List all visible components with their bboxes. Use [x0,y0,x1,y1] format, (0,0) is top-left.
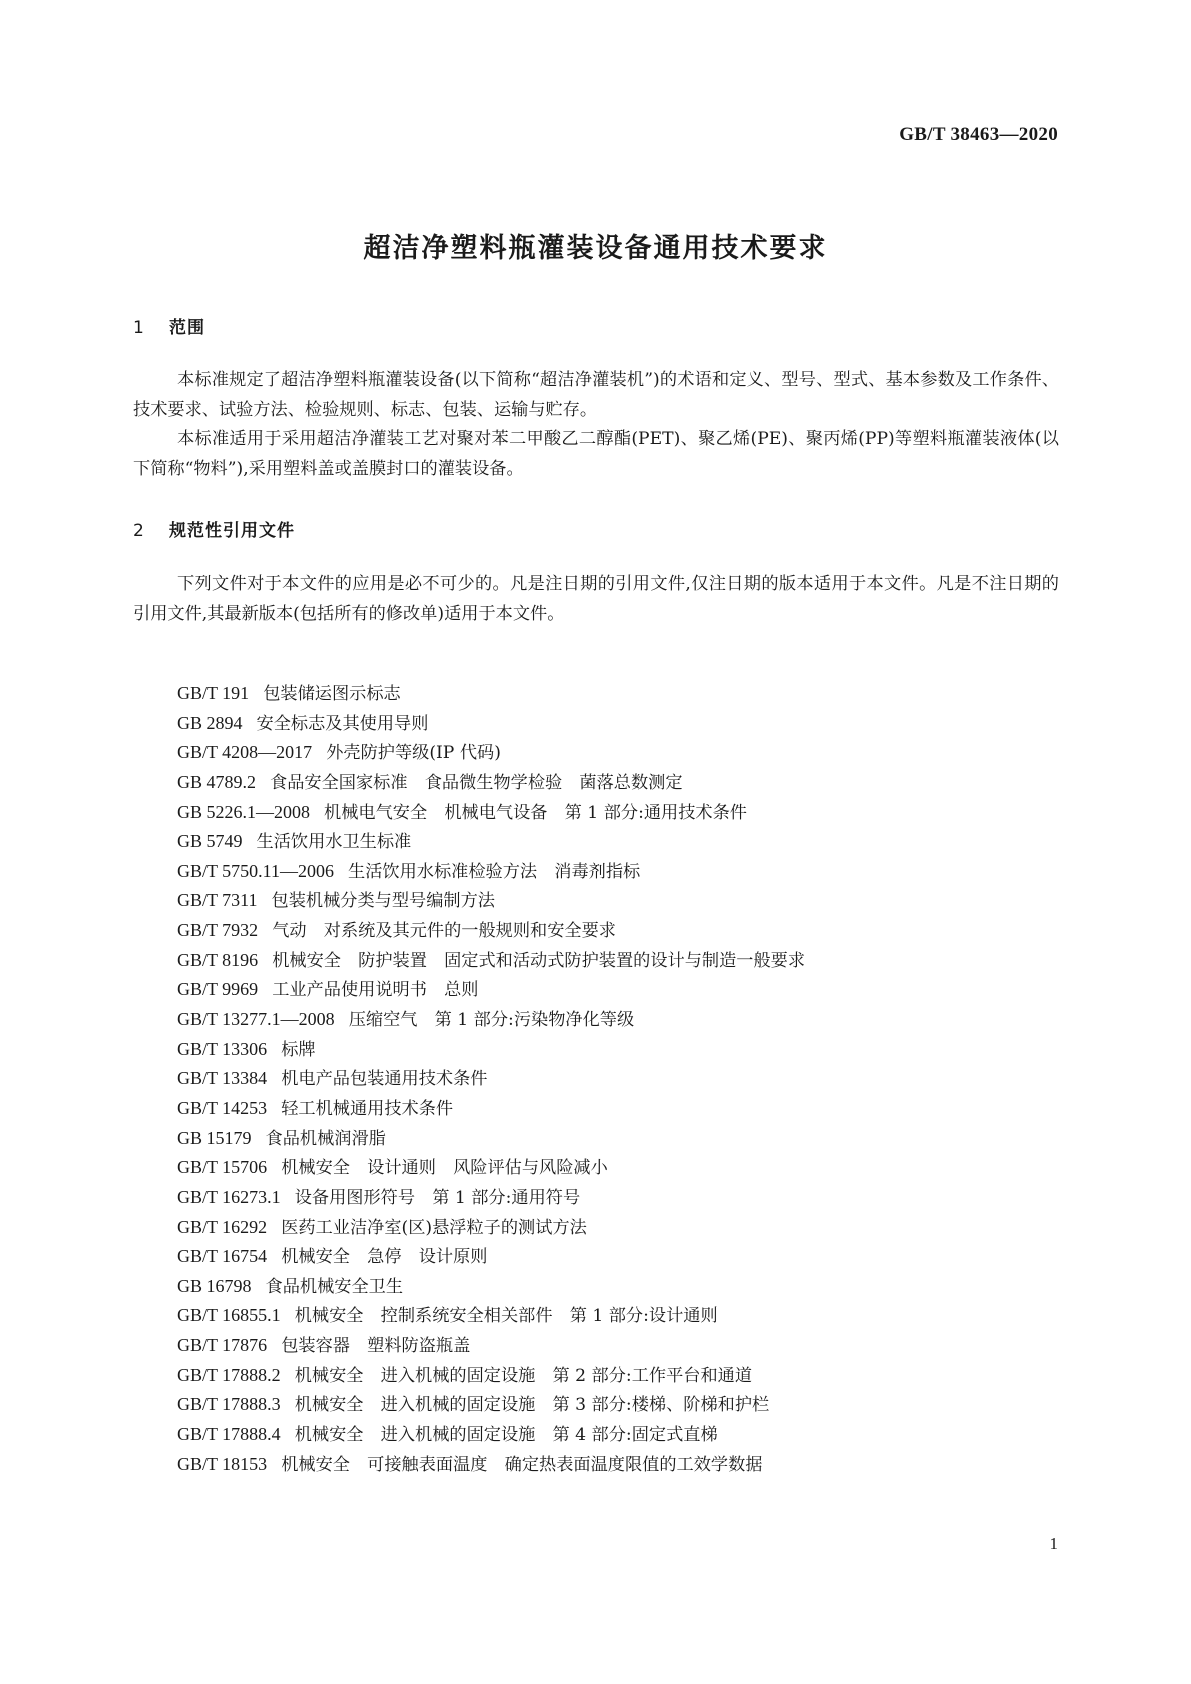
reference-item [177,1213,805,1243]
reference-item [177,679,805,709]
reference-title: 医药工业洁净室(区)悬浮粒子的测试方法 [281,1217,587,1238]
reference-item [177,1361,805,1391]
reference-title: 气动 对系统及其元件的一般规则和安全要求 [272,921,616,942]
reference-item [177,1390,805,1420]
reference-code: GB/T 16754 [177,1246,268,1267]
reference-code: GB/T 7932 [177,920,259,941]
reference-title: 机械安全 控制系统安全相关部件 第 1 部分:设计通则 [294,1306,718,1327]
reference-title: 机械安全 进入机械的固定设施 第 3 部分:楼梯、阶梯和护栏 [294,1395,770,1416]
reference-code: GB 4789.2 [177,771,257,792]
reference-title: 包装储运图示标志 [263,684,401,704]
document-title: 超洁净塑料瓶灌装设备通用技术要求 [363,233,828,264]
reference-item [177,1153,805,1183]
reference-title: 机械电气安全 机械电气设备 第 1 部分:通用技术条件 [324,802,747,823]
reference-item [177,1005,805,1035]
reference-item [177,1450,805,1480]
reference-item [177,768,805,798]
reference-title: 生活饮用水标准检验方法 消毒剂指标 [348,861,641,882]
reference-item [177,1064,805,1094]
reference-item [177,1272,805,1302]
reference-item [177,1242,805,1272]
reference-code: GB/T 13306 [177,1038,268,1059]
reference-code: GB/T 4208—2017 [177,742,313,763]
reference-title: 食品安全国家标准 食品微生物学检验 菌落总数测定 [270,772,683,793]
references-intro: 下列文件对于本文件的应用是必不可少的。凡是注日期的引用文件,仅注日期的版本适用于本文件。凡是不注日期的引用文件,其最新版本(包括所有的修改单)适用于本文件。 [133,574,1059,624]
reference-item [177,1183,805,1213]
reference-title: 生活饮用水卫生标准 [256,832,412,853]
reference-code: GB/T 7311 [177,890,258,911]
reference-title: 包装容器 塑料防盗瓶盖 [281,1336,471,1357]
reference-code: GB/T 8196 [177,949,259,970]
reference-title: 标牌 [281,1039,316,1060]
reference-code: GB/T 15706 [177,1157,268,1178]
reference-item [177,709,805,739]
reference-code: GB/T 13384 [177,1068,268,1089]
reference-title: 安全标志及其使用导则 [256,713,429,734]
section-2-number: 2 [133,521,145,541]
reference-code: GB/T 191 [177,683,250,703]
reference-title: 设备用图形符号 第 1 部分:通用符号 [294,1187,581,1208]
section-2-title: 规范性引用文件 [169,521,295,541]
section-2-heading [133,516,295,541]
reference-code: GB/T 17888.2 [177,1364,281,1385]
reference-code: GB/T 16855.1 [177,1305,281,1326]
reference-code: GB/T 9969 [177,979,259,1000]
reference-code: GB/T 17888.4 [177,1424,281,1445]
reference-title: 包装机械分类与型号编制方法 [271,891,495,912]
reference-item [177,1124,805,1154]
reference-title: 食品机械润滑脂 [265,1128,386,1149]
reference-title: 轻工机械通用技术条件 [281,1098,454,1119]
section-1-title: 范围 [169,318,205,338]
reference-code: GB 16798 [177,1275,252,1296]
standard-number: GB/T 38463—2020 [899,124,1058,145]
reference-code: GB 5749 [177,831,243,852]
reference-title: 机械安全 防护装置 固定式和活动式防护装置的设计与制造一般要求 [272,950,806,971]
reference-code: GB 2894 [177,712,243,733]
reference-code: GB 5226.1—2008 [177,801,311,822]
reference-title: 机械安全 进入机械的固定设施 第 4 部分:固定式直梯 [294,1425,718,1446]
reference-title: 压缩空气 第 1 部分:污染物净化等级 [348,1010,635,1031]
reference-item [177,886,805,916]
reference-code: GB/T 17888.3 [177,1394,281,1415]
reference-item [177,1094,805,1124]
reference-item [177,946,805,976]
reference-item [177,738,805,768]
reference-title: 工业产品使用说明书 总则 [272,980,479,1001]
reference-code: GB/T 13277.1—2008 [177,1009,335,1030]
page-number: 1 [1049,1534,1058,1553]
reference-title: 食品机械安全卫生 [265,1276,404,1297]
reference-code: GB/T 17876 [177,1335,268,1356]
reference-title: 机械安全 急停 设计原则 [281,1247,488,1268]
section-1-number: 1 [133,318,145,338]
reference-item [177,916,805,946]
reference-title: 机电产品包装通用技术条件 [281,1069,488,1090]
reference-title: 机械安全 设计通则 风险评估与风险减小 [281,1158,608,1179]
reference-code: GB/T 14253 [177,1097,268,1118]
reference-item [177,798,805,828]
reference-code: GB/T 18153 [177,1453,268,1474]
reference-item [177,1301,805,1331]
reference-title: 机械安全 进入机械的固定设施 第 2 部分:工作平台和通道 [294,1365,753,1386]
reference-item [177,1420,805,1450]
section-1-heading [133,313,205,338]
reference-code: GB/T 16292 [177,1216,268,1237]
reference-list [177,679,805,1479]
reference-item [177,827,805,857]
reference-item [177,857,805,887]
scope-paragraph-1: 本标准规定了超洁净塑料瓶灌装设备(以下简称“超洁净灌装机”)的术语和定义、型号、型式、基本参数及工作条件、技术要求、试验方法、检验规则、标志、包装、运输与贮存。 [133,370,1059,420]
reference-title: 外壳防护等级(IP 代码) [326,743,501,764]
reference-title: 机械安全 可接触表面温度 确定热表面温度限值的工效学数据 [281,1454,763,1475]
reference-item [177,975,805,1005]
reference-code: GB/T 16273.1 [177,1186,281,1207]
reference-item [177,1331,805,1361]
reference-item [177,1035,805,1065]
scope-paragraph-2: 本标准适用于采用超洁净灌装工艺对聚对苯二甲酸乙二醇酯(PET)、聚乙烯(PE)、聚丙烯(PP)等塑料瓶灌装液体(以下简称“物料”),采用塑料盖或盖膜封口的灌装设备。 [133,429,1059,479]
reference-code: GB 15179 [177,1127,252,1148]
reference-code: GB/T 5750.11—2006 [177,860,335,881]
